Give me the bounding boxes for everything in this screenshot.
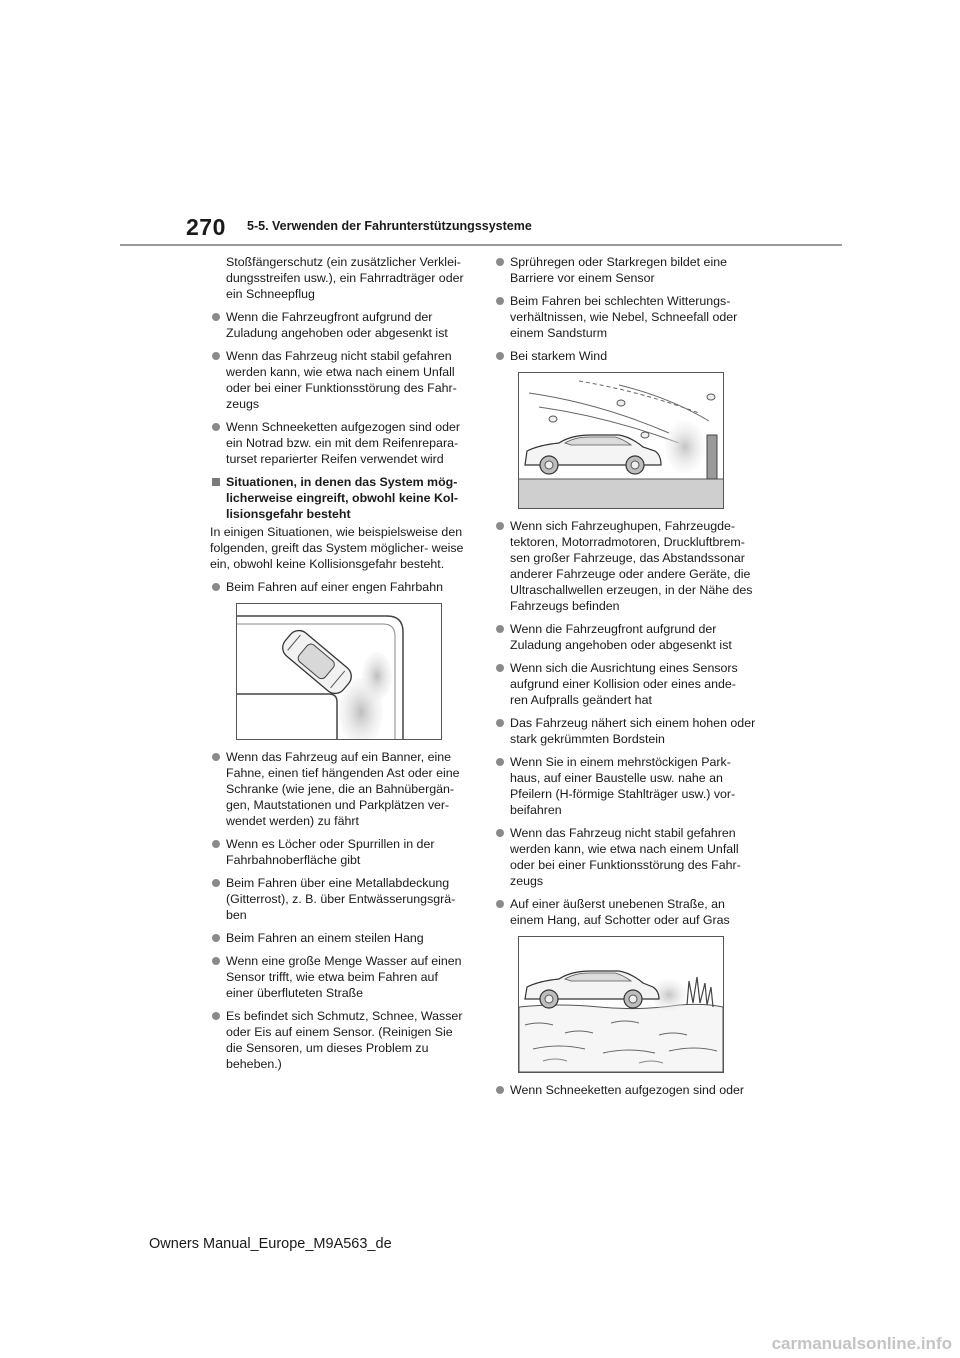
list-item [494, 1082, 756, 1098]
list-item-text: Wenn Schneeketten aufgezogen sind oder [510, 1083, 744, 1097]
list-item [210, 579, 468, 595]
list-item-text: Auf einer äußerst unebenen Straße, an einem Hang, auf Schotter oder auf Gras [510, 897, 730, 927]
list-item [210, 875, 468, 923]
list-item [494, 896, 756, 928]
bullet-icon [212, 957, 220, 965]
strong-wind-illustration [518, 372, 724, 509]
list-item-text: Bei starkem Wind [510, 349, 608, 363]
page-number: 270 [186, 214, 226, 240]
bullet-icon [496, 719, 504, 727]
bullet-icon [212, 753, 220, 761]
list-item [494, 254, 756, 286]
list-item [494, 825, 756, 889]
continued-text: Stoßfängerschutz (ein zusätzlicher Verklei- dungsstreifen usw.), ein Fahrradträger oder ein Schneepflug [226, 255, 464, 301]
list-item [494, 621, 756, 653]
bullet-icon [496, 297, 504, 305]
bullet-icon [496, 1086, 504, 1094]
bullet-icon [212, 840, 220, 848]
bullet-icon [496, 625, 504, 633]
list-item [210, 1008, 468, 1072]
bullet-icon [496, 522, 504, 530]
list-item-text: Beim Fahren bei schlechten Witterungs- verhältnissen, wie Nebel, Schneefall oder einem Sandsturm [510, 294, 738, 340]
section-heading-text: Situationen, in denen das System mög- licherweise eingreift, obwohl keine Kol- lisionsgefahr besteht [226, 475, 459, 521]
bullet-icon [212, 1012, 220, 1020]
list-item-text: Wenn das Fahrzeug nicht stabil gefahren werden kann, wie etwa nach einem Unfall oder bei einer Funktionsstörung des Fahr- zeugs [510, 826, 741, 888]
bullet-icon [212, 313, 220, 321]
bullet-icon [496, 352, 504, 360]
list-item [494, 348, 756, 364]
section-heading [210, 474, 468, 522]
list-item [210, 309, 468, 341]
list-item [494, 293, 756, 341]
list-item-text: Wenn sich die Ausrichtung eines Sensors aufgrund einer Kollision oder eines ande- ren Aufpralls geändert hat [510, 661, 738, 707]
list-item [494, 754, 756, 818]
list-item-text: Das Fahrzeug nähert sich einem hohen oder stark gekrümmten Bordstein [510, 716, 756, 746]
bullet-icon [496, 758, 504, 766]
list-item-text: Wenn die Fahrzeugfront aufgrund der Zuladung angehoben oder abgesenkt ist [510, 622, 732, 652]
list-item-text: Wenn Schneeketten aufgezogen sind oder ein Notrad bzw. ein mit dem Reifenrepara- turset reparierter Reifen verwendet wird [226, 420, 460, 466]
list-item-text: Beim Fahren über eine Metallabdeckung (Gitterrost), z. B. über Entwässerungsgrä- ben [226, 876, 456, 922]
list-item-text: Wenn eine große Menge Wasser auf einen Sensor trifft, wie etwa beim Fahren auf einer überfluteten Straße [226, 954, 462, 1000]
list-item-text: Wenn Sie in einem mehrstöckigen Park- haus, auf einer Baustelle usw. nahe an Pfeilern (H-förmige Stahlträger usw.) vor- beifahren [510, 755, 736, 817]
list-item [210, 419, 468, 467]
bullet-icon [496, 900, 504, 908]
list-item-text: Beim Fahren auf einer engen Fahrbahn [226, 580, 443, 594]
list-item-text: Wenn sich Fahrzeughupen, Fahrzeugde- tektoren, Motorradmotoren, Druckluftbrem- sen großer Fahrzeuge, das Abstandssonar anderer Fahrzeuge oder andere Geräte, die Ultraschallwellen erzeugen, in der Nähe des Fahrzeugs befinden [510, 519, 753, 613]
list-item-text: Wenn das Fahrzeug nicht stabil gefahren werden kann, wie etwa nach einem Unfall oder bei einer Funktionsstörung des Fahr- zeugs [226, 349, 457, 411]
list-item-text: Es befindet sich Schmutz, Schnee, Wasser oder Eis auf einem Sensor. (Reinigen Sie die Sensoren, um dieses Problem zu beheben.) [226, 1009, 463, 1071]
bullet-icon [212, 583, 220, 591]
list-item-text: Wenn das Fahrzeug auf ein Banner, eine Fahne, einen tief hängenden Ast oder eine Schranke (wie jene, die an Bahnübergän- gen, Mautstationen und Parkplätzen ver- wendet werden) zu fährt [226, 750, 460, 828]
intro-paragraph: In einigen Situationen, wie beispielsweise den folgenden, greift das System möglicher- weise ein, obwohl keine Kollisionsgefahr besteht. [210, 525, 464, 571]
section-title: 5-5. Verwenden der Fahrunterstützungssysteme [247, 219, 532, 233]
list-item [210, 749, 468, 829]
bullet-icon [212, 934, 220, 942]
list-item-text: Wenn es Löcher oder Spurrillen in der Fahrbahnoberfläche gibt [226, 837, 435, 867]
list-item-text: Beim Fahren an einem steilen Hang [226, 931, 424, 945]
square-bullet-icon [212, 478, 220, 486]
list-item [494, 518, 756, 614]
narrow-road-illustration [236, 603, 442, 740]
list-item [210, 953, 468, 1001]
list-item-text: Sprühregen oder Starkregen bildet eine Barriere vor einem Sensor [510, 255, 727, 285]
list-item [494, 715, 756, 747]
bullet-icon [496, 258, 504, 266]
rough-road-illustration [518, 936, 724, 1073]
list-item [210, 348, 468, 412]
bullet-icon [212, 423, 220, 431]
watermark: carmanualsonline.info [771, 1334, 952, 1353]
header-rule [120, 244, 842, 246]
bullet-icon [496, 829, 504, 837]
list-item-text: Wenn die Fahrzeugfront aufgrund der Zuladung angehoben oder abgesenkt ist [226, 310, 448, 340]
list-item [494, 660, 756, 708]
list-item [210, 836, 468, 868]
footer-manual-id: Owners Manual_Europe_M9A563_de [149, 1236, 392, 1252]
right-column [494, 254, 756, 1105]
bullet-icon [212, 352, 220, 360]
bullet-icon [496, 664, 504, 672]
bullet-icon [212, 879, 220, 887]
left-column [210, 254, 468, 1079]
list-item [210, 930, 468, 946]
